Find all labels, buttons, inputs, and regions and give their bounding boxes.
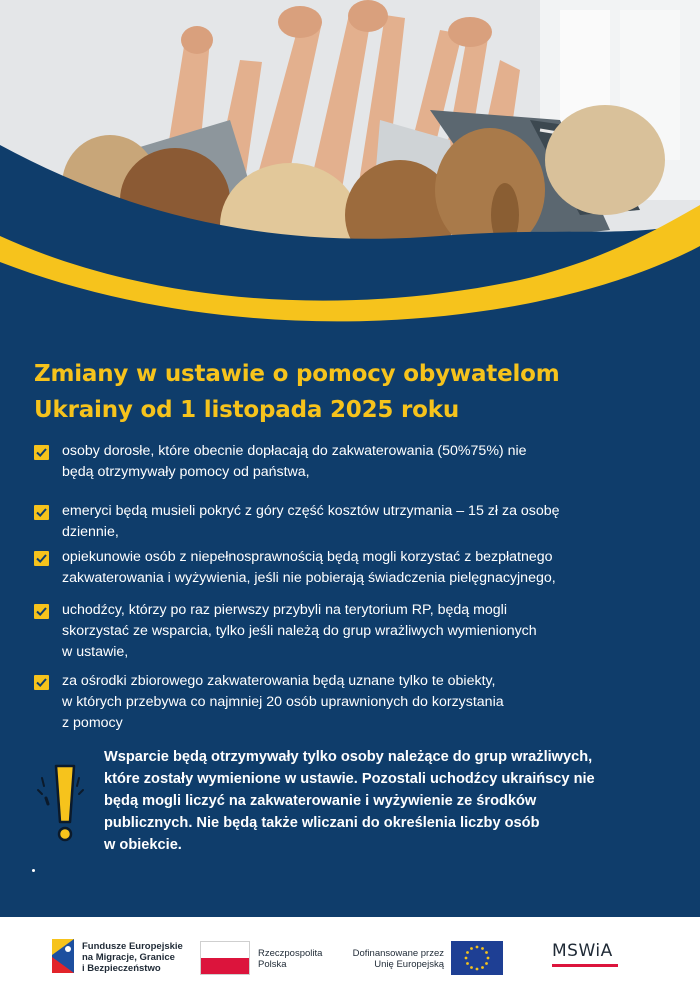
notice-line: które zostały wymienione w ustawie. Pozostali uchodźcy ukraińscy nie bbox=[104, 771, 595, 787]
exclamation-icon bbox=[34, 764, 86, 844]
list-item-line: skorzystać ze wsparcia, tylko jeśli należą do grup wrażliwych wymienionych bbox=[62, 623, 537, 639]
list-item-line: za ośrodki zbiorowego zakwaterowania będą uznane tylko te obiekty, bbox=[62, 673, 496, 689]
rp-line: Polska bbox=[258, 959, 287, 970]
list-item-line: w ustawie, bbox=[62, 644, 129, 660]
list-item-line: z pomocy bbox=[62, 715, 123, 731]
list-item-text bbox=[62, 441, 622, 483]
checkbox-icon bbox=[34, 551, 49, 566]
list-item-text bbox=[62, 501, 622, 543]
footer-logos bbox=[0, 917, 700, 995]
list-item-line: zakwaterowania i wyżywienia, jeśli nie pobierają świadczenia pielęgnacyjnego, bbox=[62, 570, 556, 586]
fe-line: i Bezpieczeństwo bbox=[82, 963, 161, 974]
list-item-text bbox=[62, 547, 622, 589]
mswia-logo bbox=[552, 941, 622, 975]
fe-logo-text bbox=[82, 941, 183, 974]
hero-photo bbox=[0, 0, 700, 330]
checkbox-icon bbox=[34, 445, 49, 460]
list-item-line: opiekunowie osób z niepełnosprawnością będą mogli korzystać z bezpłatnego bbox=[62, 549, 553, 565]
fe-logo-icon bbox=[50, 937, 76, 975]
checkbox-icon bbox=[34, 505, 49, 520]
rp-logo-text bbox=[258, 948, 322, 970]
notice-text bbox=[104, 746, 664, 856]
rp-line: Rzeczpospolita bbox=[258, 948, 323, 959]
notice-line: będą mogli liczyć na zakwaterowanie i wyżywienie ze środków bbox=[104, 793, 537, 809]
mswia-text: MSWiA bbox=[552, 941, 613, 961]
list-item-line: dziennie, bbox=[62, 524, 119, 540]
hero-illustration bbox=[0, 0, 700, 330]
list-item-line: uchodźcy, którzy po raz pierwszy przybyli na terytorium RP, będą mogli bbox=[62, 602, 507, 618]
fe-line: Fundusze Europejskie bbox=[82, 941, 183, 952]
list-item-text bbox=[62, 600, 622, 663]
fe-line: na Migracje, Granice bbox=[82, 952, 175, 963]
checkbox-icon bbox=[34, 604, 49, 619]
checkbox-icon bbox=[34, 675, 49, 690]
eu-logo-text bbox=[346, 948, 444, 970]
list-item-line: emeryci będą musieli pokryć z góry część kosztów utrzymania – 15 zł za osobę bbox=[62, 503, 560, 519]
list-item-line: w których przebywa co najmniej 20 osób uprawnionych do korzystania bbox=[62, 694, 504, 710]
list-item-line: osoby dorosłe, które obecnie dopłacają do zakwaterowania (50%75%) nie bbox=[62, 443, 527, 459]
decorative-dot bbox=[32, 869, 35, 872]
list-item-line: będą otrzymywały pomocy od państwa, bbox=[62, 464, 310, 480]
notice-line: Wsparcie będą otrzymywały tylko osoby należące do grup wrażliwych, bbox=[104, 749, 593, 765]
notice-line: publicznych. Nie będą także wliczani do określenia liczby osób bbox=[104, 815, 540, 831]
title-line-1: Zmiany w ustawie o pomocy obywatelom bbox=[34, 361, 560, 387]
list-item-text bbox=[62, 671, 622, 734]
eu-line: Dofinansowane przez bbox=[352, 948, 444, 959]
title-line-2: Ukrainy od 1 listopada 2025 roku bbox=[34, 397, 460, 423]
page-title bbox=[34, 356, 634, 428]
polish-flag-icon bbox=[200, 941, 250, 975]
notice-line: w obiekcie. bbox=[104, 837, 182, 853]
eu-flag-icon bbox=[451, 941, 503, 975]
eu-line: Unię Europejską bbox=[374, 959, 444, 970]
